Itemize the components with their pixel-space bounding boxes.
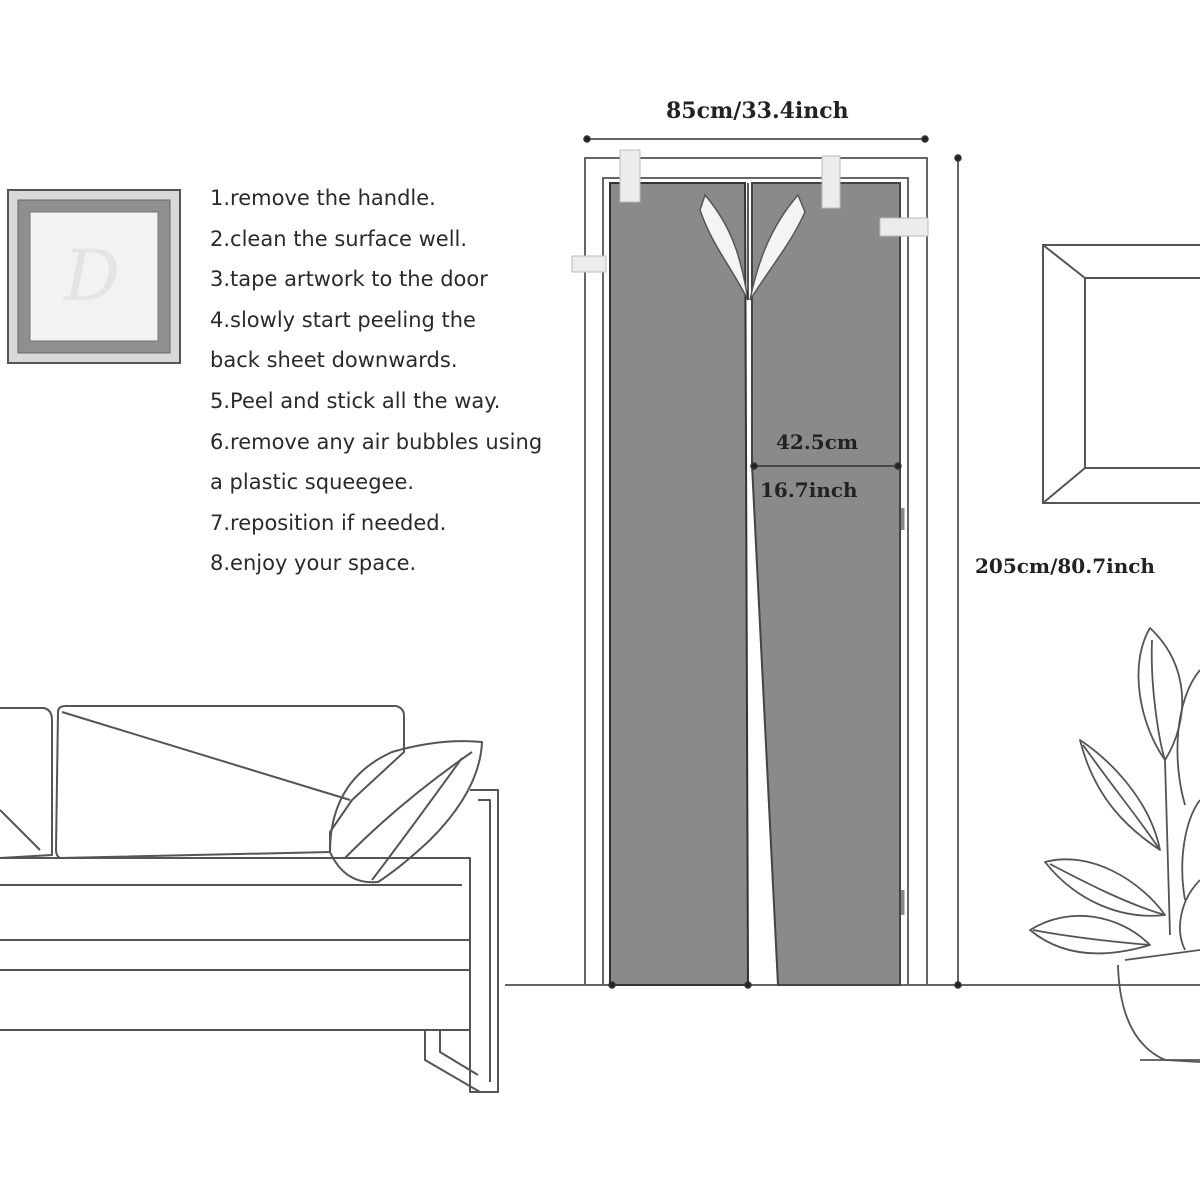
step-6: 6.remove any air bubbles using	[210, 429, 543, 454]
sofa	[0, 706, 498, 1092]
potted-plant	[1030, 628, 1200, 1062]
step-3: 3.tape artwork to the door	[210, 267, 488, 292]
step-6-continued: a plastic squeegee.	[210, 470, 415, 495]
door-sticker-panels	[610, 183, 900, 985]
step-7: 7.reposition if needed.	[210, 510, 447, 535]
width-dimension-label: 85cm/33.4inch	[666, 98, 849, 124]
right-door-panel	[752, 183, 900, 985]
step-5: 5.Peel and stick all the way.	[210, 388, 501, 413]
step-4-continued: back sheet downwards.	[210, 348, 458, 373]
step-2: 2.clean the surface well.	[210, 226, 468, 251]
left-picture-frame	[8, 190, 180, 363]
step-4: 4.slowly start peeling the	[210, 307, 476, 332]
half-width-cm-label: 42.5cm	[776, 430, 859, 454]
half-width-inch-label: 16.7inch	[760, 478, 858, 502]
step-1: 1.remove the handle.	[210, 186, 436, 210]
left-door-panel	[610, 183, 748, 985]
right-picture-frame	[1043, 245, 1200, 503]
svg-text:D: D	[63, 235, 121, 317]
step-8: 8.enjoy your space.	[210, 551, 417, 576]
installation-steps	[210, 178, 590, 584]
height-dimension-label: 205cm/80.7inch	[975, 554, 1155, 578]
